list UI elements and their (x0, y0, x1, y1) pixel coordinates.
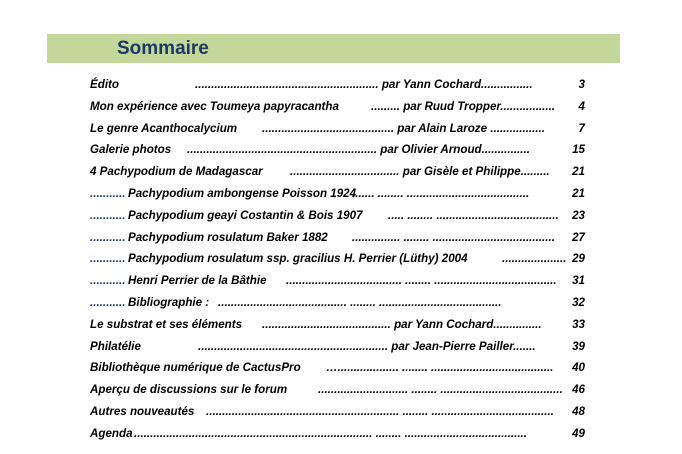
toc-entry-title: Henri Perrier de la Bâthie (128, 274, 267, 288)
toc-entry-page-number: 31 (572, 274, 585, 288)
toc-entry-page-number: 49 (572, 426, 585, 440)
toc-entry-title: Édito (90, 78, 119, 91)
toc-entry-leader-author: ....... ........ ...................................... (352, 186, 530, 200)
toc-entry-title: Autres nouveautés (90, 404, 195, 418)
toc-entry-page-number: 33 (572, 317, 585, 331)
header-band (47, 34, 620, 63)
toc-entry-page-number: 21 (572, 165, 585, 179)
toc-entry-page-number: 32 (572, 295, 585, 309)
toc-entry-page-number: 40 (572, 361, 585, 375)
toc-entry-page-number: 39 (572, 339, 585, 353)
toc-entry-title: Bibliographie : (128, 295, 210, 309)
toc-entry[interactable] (90, 205, 590, 227)
toc-entry[interactable] (90, 270, 590, 292)
toc-entry-indent-leader: ........... (90, 208, 126, 222)
toc-entry-leader-author: .................... (502, 252, 567, 266)
toc-entry-title: 4 Pachypodium de Madagascar (90, 165, 263, 179)
toc-entry-title: Le genre Acanthocalycium (90, 121, 238, 135)
toc-entry-leader-author: ......................................... par Alain Laroze ................. (262, 121, 546, 135)
toc-entry-page-number: 4 (578, 99, 585, 113)
toc-entry[interactable] (90, 314, 590, 336)
toc-entry[interactable] (90, 118, 590, 140)
toc-entry-page-number: 7 (578, 121, 585, 135)
toc-entry-page-number: 27 (572, 230, 585, 244)
toc-entry-indent-leader: ........... (90, 295, 126, 309)
toc-entry-page-number: 48 (572, 404, 585, 418)
toc-entry-indent-leader: ........... (90, 230, 126, 244)
toc-entry-leader-author: ............................ ........ ...................................... (318, 383, 563, 397)
toc-entry-leader-author: ........................................................... par Jean-Pierre Pailler....... (198, 339, 536, 353)
toc-entry[interactable] (90, 379, 590, 401)
toc-entry-page-number: 15 (572, 143, 585, 157)
toc-entry-page-number: 3 (578, 78, 585, 91)
toc-entry-leader-author: .................................... ........ ...................................... (286, 274, 557, 288)
toc-entry-page-number: 46 (572, 383, 585, 397)
toc-entry[interactable] (90, 227, 590, 249)
toc-entry-indent-leader: ........... (90, 274, 126, 288)
toc-entry-title: Pachypodium rosulatum Baker 1882 (128, 230, 328, 244)
toc-entry-title: Galerie photos (90, 143, 172, 157)
toc-entry[interactable] (90, 139, 590, 161)
toc-entry-leader-author: …................... ........ ...................................... (326, 361, 554, 375)
toc-entry-title: Philatélie (90, 339, 141, 353)
toc-entry-title: Le substrat et ses éléments (90, 317, 243, 331)
toc-entry-page-number: 29 (572, 252, 585, 266)
toc-entry-indent-leader: ........... (90, 252, 126, 266)
toc-entry-page-number: 21 (572, 186, 585, 200)
toc-entry-title: Agenda (90, 426, 133, 440)
toc-entry[interactable] (90, 336, 590, 358)
toc-entry-indent-leader: ........... (90, 186, 126, 200)
toc-entry[interactable] (90, 96, 590, 118)
toc-entry[interactable] (90, 401, 590, 423)
toc-entry-leader-author: ........................................ par Yann Cochard............... (262, 317, 542, 331)
toc-entry[interactable] (90, 74, 590, 96)
toc-entry[interactable] (90, 292, 590, 314)
toc-entry[interactable] (90, 248, 590, 270)
toc-entry-leader-author: ......................................................... par Yann Cochard................ (195, 78, 533, 91)
toc-entry-leader-author: .................................. par Gisèle et Philippe......... (290, 165, 550, 179)
toc-entry-leader-author: ........................................ ........ ...................................... (218, 295, 502, 309)
toc-entry[interactable] (90, 183, 590, 205)
toc-entry-title: Pachypodium geayi Costantin & Bois 1907 (128, 208, 363, 222)
toc-entry-leader-author: .......................................................................... ........ ...................................... (134, 426, 527, 440)
table-of-contents (90, 74, 590, 445)
toc-entry-page-number: 23 (572, 208, 585, 222)
toc-entry-title: Mon expérience avec Toumeya papyracantha (90, 99, 339, 113)
toc-entry-title: Pachypodium rosulatum ssp. gracilius H. Perrier (Lüthy) 2004 (128, 252, 468, 266)
toc-entry-leader-author: ......... par Ruud Tropper................. (371, 99, 556, 113)
toc-entry-title: Pachypodium ambongense Poisson 1924 (128, 186, 357, 200)
toc-entry-leader-author: ..... ........ ...................................... (388, 208, 559, 222)
toc-entry-leader-author: ............... ........ ...................................... (352, 230, 555, 244)
toc-entry[interactable] (90, 161, 590, 183)
toc-entry-title: Bibliothèque numérique de CactusPro (90, 361, 301, 375)
toc-entry[interactable] (90, 423, 590, 445)
toc-entry-leader-author: ............................................................ ........ ...................................... (206, 404, 554, 418)
toc-entry-leader-author: ........................................................... par Olivier Arnoud............... (187, 143, 530, 157)
toc-entry[interactable] (90, 357, 590, 379)
page-title: Sommaire (117, 38, 209, 59)
toc-entry-title: Aperçu de discussions sur le forum (90, 383, 288, 397)
